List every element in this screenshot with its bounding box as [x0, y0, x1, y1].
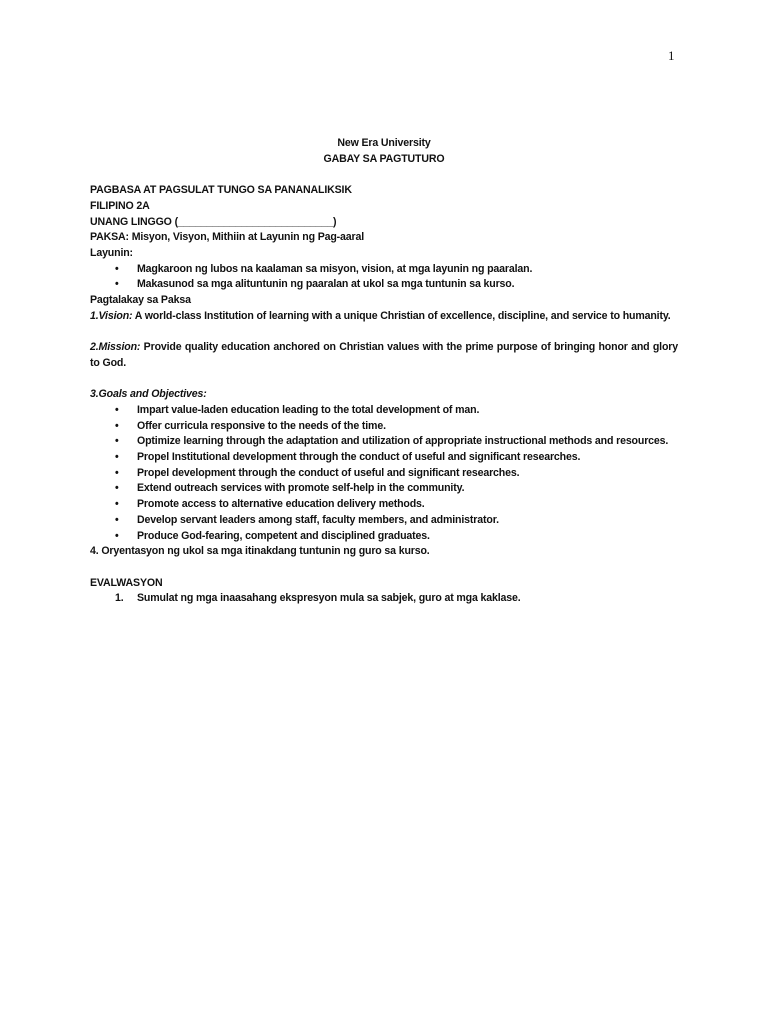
bullet-icon: •: [115, 278, 119, 291]
mission-paragraph: 2.Mission: Provide quality education anchored on Christian values with the prime purpose of bringing honor and glory to God.: [90, 341, 678, 369]
list-item: • Develop servant leaders among staff, faculty members, and administrator.: [90, 513, 678, 529]
list-item: • Produce God-fearing, competent and disciplined graduates.: [90, 529, 678, 545]
bullet-icon: •: [115, 262, 119, 275]
bullet-icon: •: [115, 451, 119, 464]
objectives-list: [90, 262, 678, 293]
evaluation-label: EVALWASYON: [90, 576, 163, 589]
topic-line: PAKSA: Misyon, Visyon, Mithiin at Layunin ng Pag-aaral: [90, 231, 365, 244]
bullet-icon: •: [115, 513, 119, 526]
goals-label: 3.Goals and Objectives:: [90, 388, 207, 401]
list-item: • Optimize learning through the adaptation and utilization of appropriate instructional methods and resources.: [90, 434, 678, 450]
bullet-icon: •: [115, 482, 119, 495]
list-item: • Offer curricula responsive to the needs of the time.: [90, 419, 678, 435]
subject-code: FILIPINO 2A: [90, 199, 150, 212]
bullet-icon: •: [115, 403, 119, 416]
bullet-icon: •: [115, 435, 119, 448]
item-number: 1.: [115, 592, 124, 605]
orientation-item: 4. Oryentasyon ng ukol sa mga itinakdang tuntunin ng guro sa kurso.: [90, 545, 430, 558]
course-title: PAGBASA AT PAGSULAT TUNGO SA PANANALIKSIK: [90, 184, 352, 197]
week-line: UNANG LINGGO (___________________________): [90, 215, 337, 228]
vision-paragraph: 1.Vision: A world-class Institution of learning with a unique Christian of excellence, discipline, and service to humanity.: [90, 309, 671, 322]
list-item: • Propel Institutional development through the conduct of useful and significant researches.: [90, 450, 678, 466]
discussion-label: Pagtalakay sa Paksa: [90, 294, 191, 307]
document-body: [90, 136, 678, 607]
page-number: 1: [668, 48, 675, 63]
list-item: • Magkaroon ng lubos na kaalaman sa misyon, vision, at mga layunin ng paaralan.: [90, 262, 678, 278]
mission-label: 2.Mission:: [90, 341, 141, 354]
evaluation-list: [90, 591, 678, 607]
bullet-icon: •: [115, 466, 119, 479]
list-item: • Promote access to alternative education delivery methods.: [90, 497, 678, 513]
bullet-icon: •: [115, 529, 119, 542]
bullet-icon: •: [115, 419, 119, 432]
list-item: • Extend outreach services with promote self-help in the community.: [90, 481, 678, 497]
document-title: GABAY SA PAGTUTURO: [323, 152, 445, 165]
list-item: • Makasunod sa mga alituntunin ng paaralan at ukol sa mga tuntunin sa kurso.: [90, 277, 678, 293]
list-item: 1. Sumulat ng mga inaasahang ekspresyon mula sa sabjek, guro at mga kaklase.: [90, 591, 678, 607]
goals-list: [90, 403, 678, 544]
institution-name: New Era University: [337, 137, 431, 149]
list-item: • Propel development through the conduct of useful and significant researches.: [90, 466, 678, 482]
vision-label: 1.Vision:: [90, 309, 133, 322]
objectives-label: Layunin:: [90, 246, 133, 259]
list-item: • Impart value-laden education leading to the total development of man.: [90, 403, 678, 419]
bullet-icon: •: [115, 498, 119, 511]
